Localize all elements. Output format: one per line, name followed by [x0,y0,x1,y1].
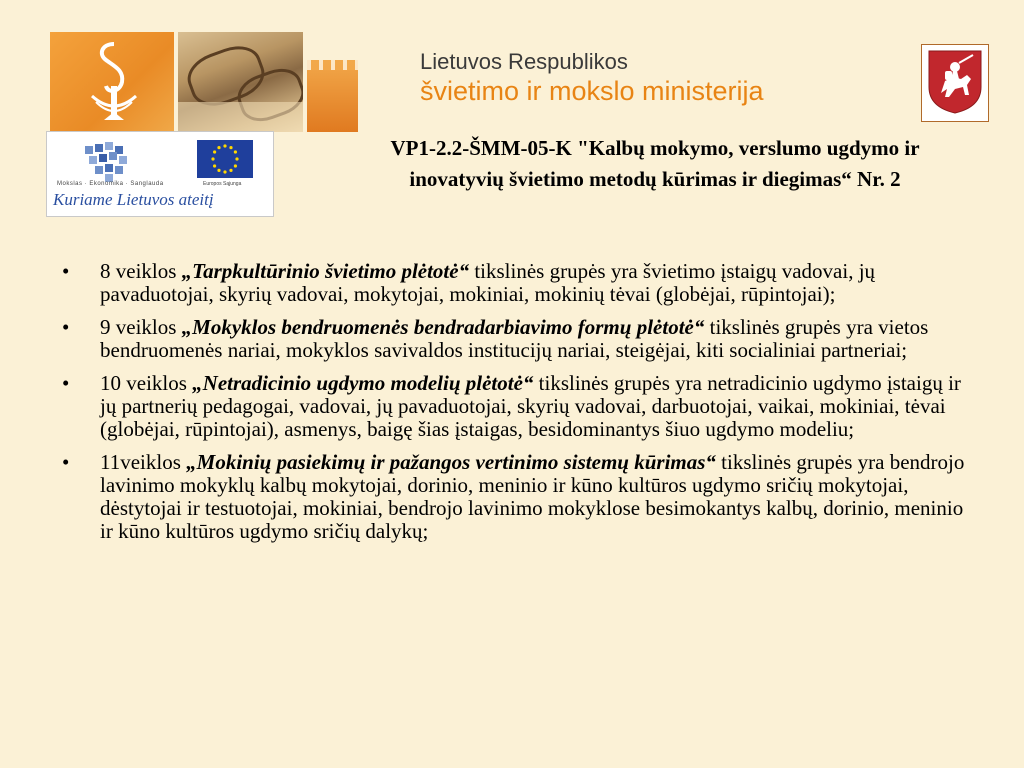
header-banner [50,32,358,132]
lithuania-map-icon [81,140,141,184]
item-text: tikslinės grupės yra švietimo įstaigų vadovai, jų pavaduotojai, skyrių vadovai, mokytojai, mokiniai, mokinių tėvai (globėjai, rūpintojai); [100,259,876,306]
item-prefix: 8 veiklos [100,259,182,283]
item-prefix: 11veiklos [100,450,187,474]
eu-flag-icon [197,140,253,178]
list-item [62,451,972,543]
eu-slogan: Kuriame Lietuvos ateitį [53,190,214,209]
bullet-icon: • [62,259,70,283]
coat-of-arms-logo [921,44,989,122]
activity-name: „Mokyklos bendruomenės bendradarbiavimo formų plėtotė“ [181,315,705,339]
activity-name: „Mokinių pasiekimų ir pažangos vertinimo sistemų kūrimas“ [186,450,716,474]
item-text: tikslinės grupės yra netradicinio ugdymo įstaigų ir jų partnerių pedagogai, vadovai, jų pavaduotojai, skyrių vadovai, darbuotojai, vaikai, mokiniai, tėvai (globėjai, rūpintojai), asmenys, baigę šias įstaigas, besidominantys šiuo ugdymo modeliu; [100,371,961,441]
item-prefix: 10 veiklos [100,371,193,395]
list-item [62,316,972,362]
ministry-line2: švietimo ir mokslo ministerija [420,76,764,106]
ministry-name [420,48,764,106]
banner-photo-tile [178,32,303,132]
ministry-emblem-icon [84,40,144,124]
ministry-line1: Lietuvos Respublikos [420,49,628,74]
item-text: tikslinės grupės yra bendrojo lavinimo mokyklų kalbų mokytojai, dorinio, meninio ir kūno kultūros ugdymo sričių mokytojai, dėstytojai ir testuotojai, mokiniai, bendrojo lavinimo mokyklose besimokantys kalbų, dorinio, meninio ir kūno kultūros ugdymo sričių dalykų; [100,450,965,543]
list-item [62,372,972,441]
vytis-coat-of-arms-icon [927,49,983,115]
item-text: tikslinės grupės yra vietos bendruomenės nariai, mokyklos savivaldos institucijų nariai, steigėjai, kiti socialiniai partneriai; [100,315,929,362]
bullet-icon: • [62,315,70,339]
list-item [62,260,972,306]
eu-funding-logo [46,131,274,217]
slide-title: VP1-2.2-ŠMM-05-K "Kalbų mokymo, verslumo ugdymo ir inovatyvių švietimo metodų kūrimas ir diegimas“ Nr. 2 [390,136,920,191]
activity-name: „Tarpkultūrinio švietimo plėtotė“ [181,259,470,283]
target-groups-list [62,260,972,553]
eu-caption-right: Europos Sąjunga [203,181,242,187]
activity-name: „Netradicinio ugdymo modelių plėtotė“ [192,371,534,395]
bullet-icon: • [62,371,70,395]
item-prefix: 9 veiklos [100,315,182,339]
banner-emblem-tile [50,32,174,132]
bullet-icon: • [62,450,70,474]
banner-stripe-tile [307,60,358,132]
eu-caption-left: Mokslas · Ekonomika · Sanglauda [57,181,164,187]
